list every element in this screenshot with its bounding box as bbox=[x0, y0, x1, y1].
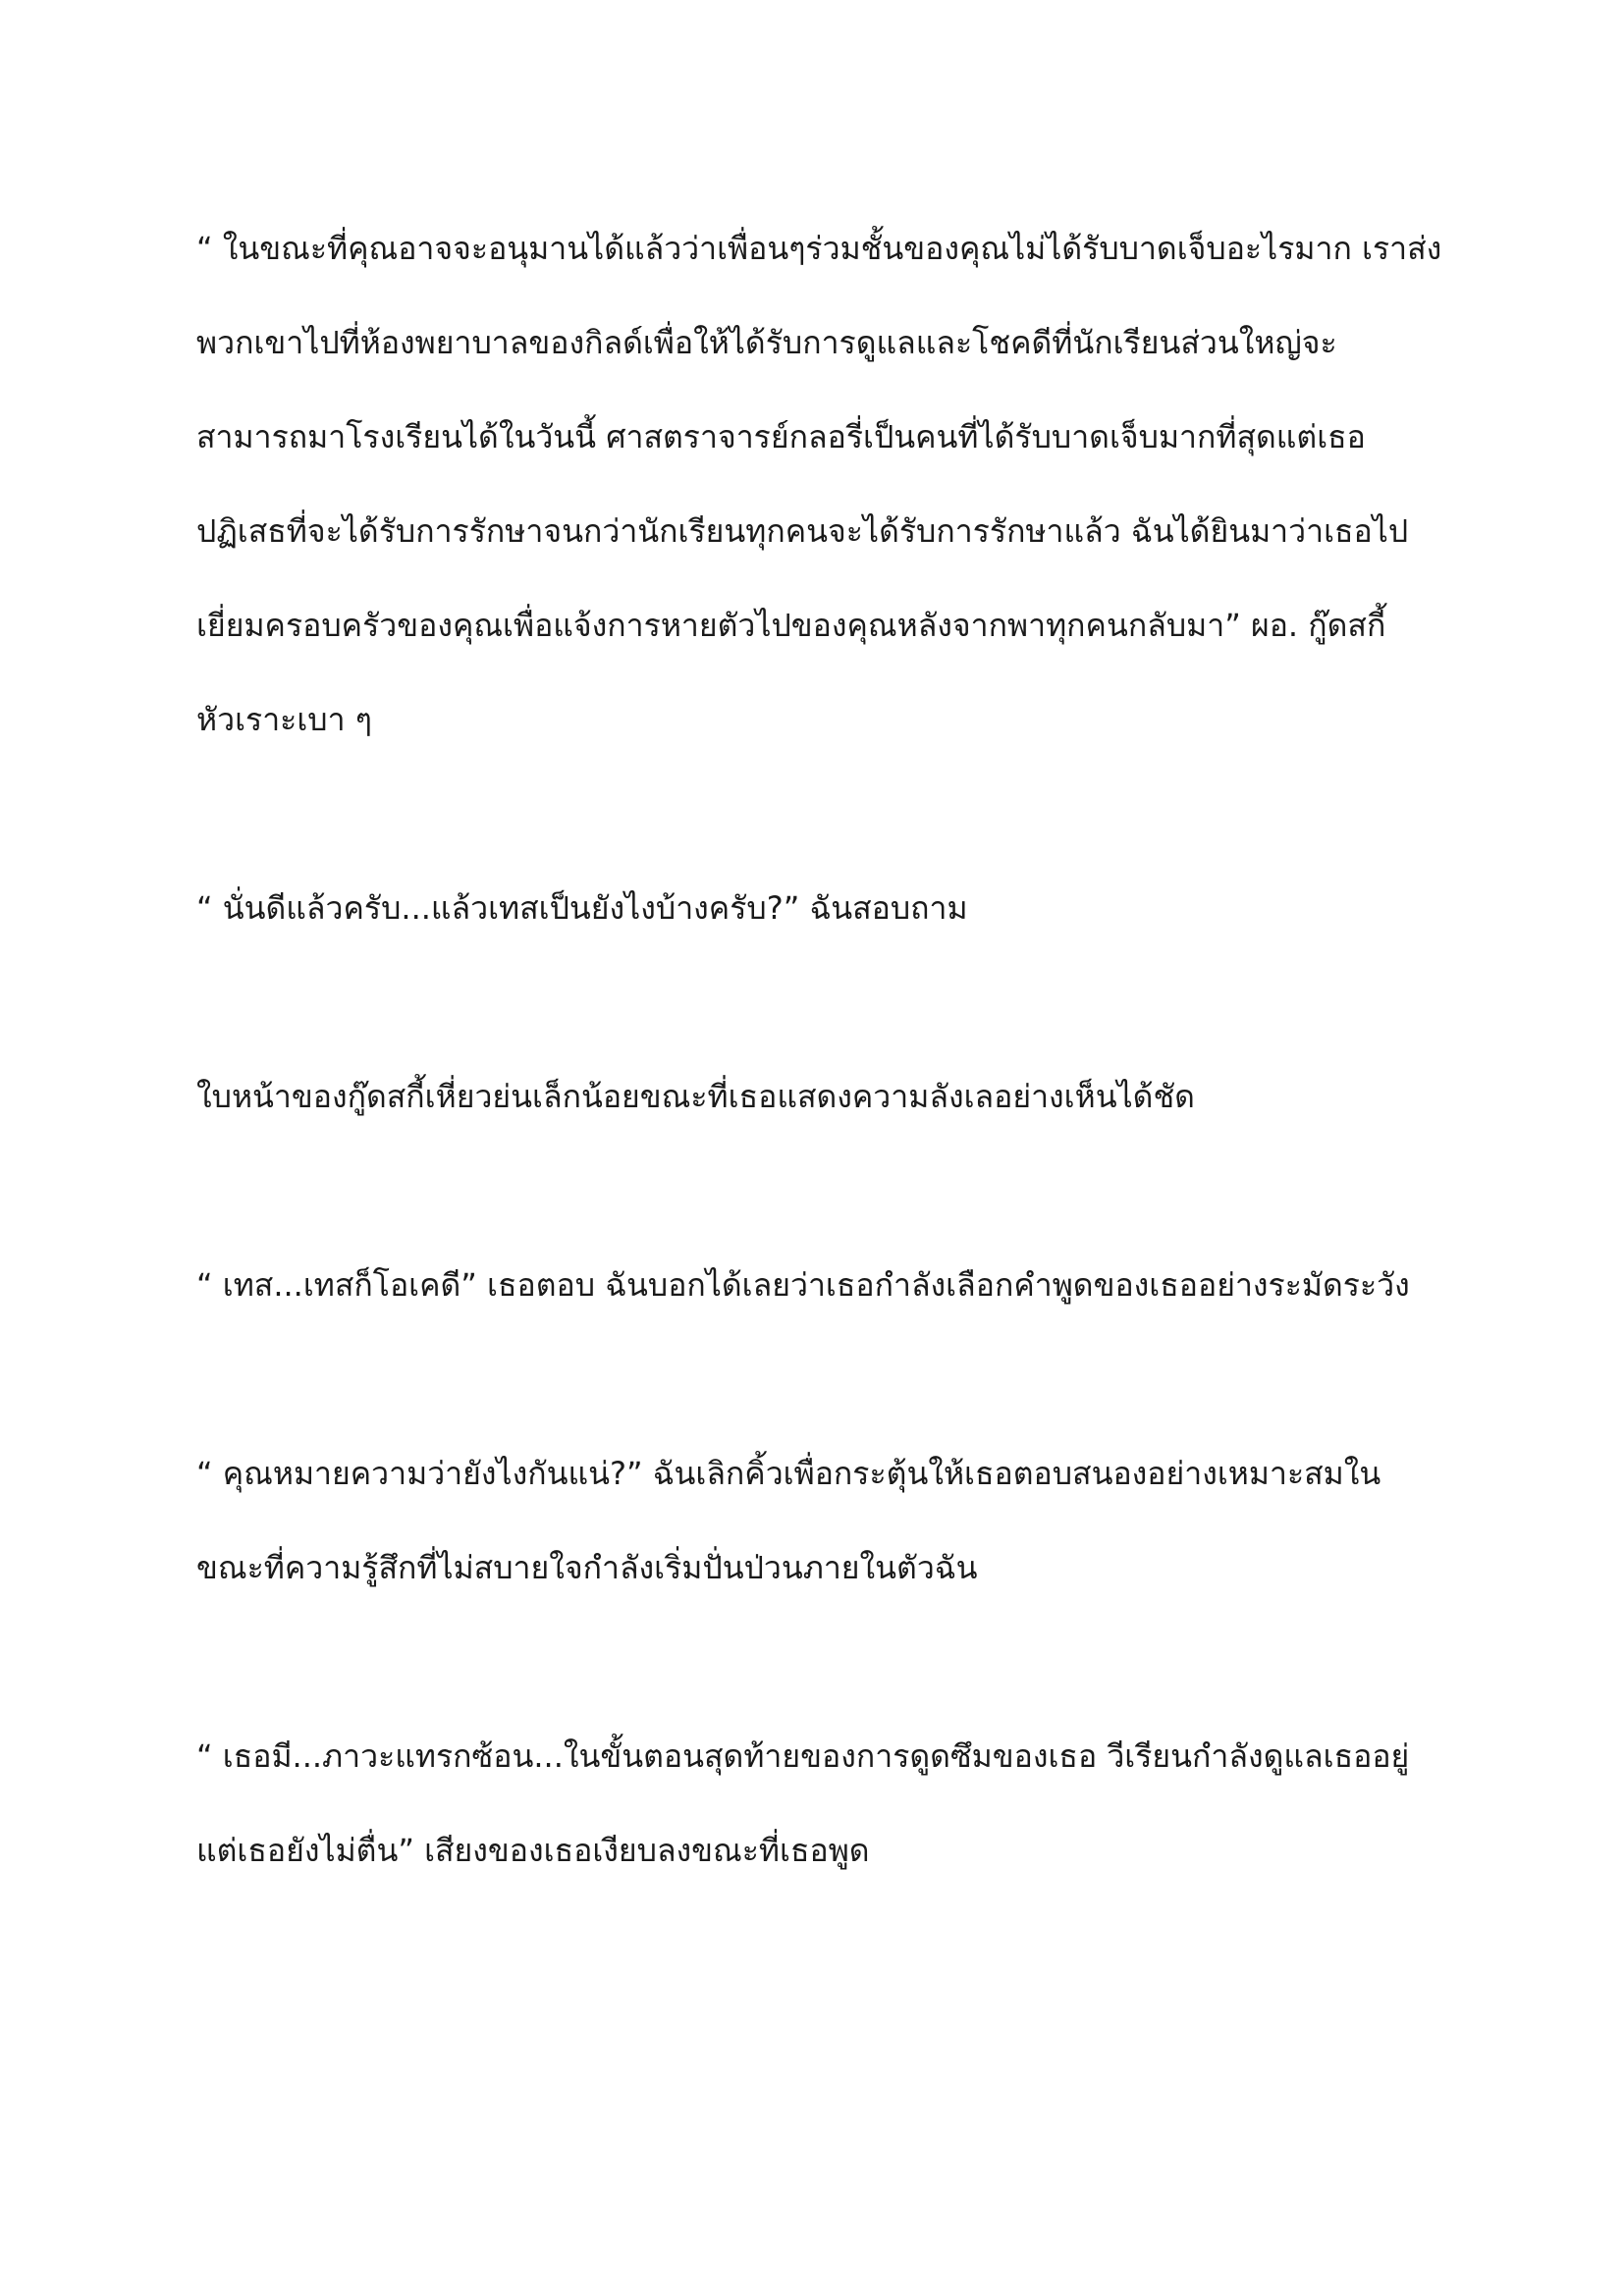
paragraph-goodsky-hesitation: ใบหน้าของกู๊ดสกี้เหี่ยวย่นเล็กน้อยขณะที่เธอแสดงความลังเลอย่างเห็นได้ชัด bbox=[196, 1078, 1195, 1115]
paragraph-headmistress-explanation: “ ในขณะที่คุณอาจจะอนุมานได้แล้วว่าเพื่อนๆร่วมชั้นของคุณไม่ได้รับบาดเจ็บอะไรมาก เราส่งพวกเขาไปที่ห้องพยาบาลของกิลด์เพื่อให้ได้รับการดูแลและโชคดีที่นักเรียนส่วนใหญ่จะสามารถมาโรงเรียนได้ในวันนี้ ศาสตราจารย์กลอรี่เป็นคนที่ได้รับบาดเจ็บมากที่สุดแต่เธอปฏิเสธที่จะได้รับการรักษาจนกว่านักเรียนทุกคนจะได้รับการรักษาแล้ว ฉันได้ยินมาว่าเธอไปเยี่ยมครอบครัวของคุณเพื่อแจ้งการหายตัวไปของคุณหลังจากพาทุกคนกลับมา” ผอ. กู๊ดสกี้ หัวเราะเบา ๆ bbox=[196, 230, 1442, 738]
paragraph-tess-is-okay: “ เทส...เทสก็โอเคดี” เธอตอบ ฉันบอกได้เลยว่าเธอกำลังเลือกคำพูดของเธออย่างระมัดระวัง bbox=[196, 1266, 1410, 1304]
paragraph-ask-about-tess: “ นั่นดีแล้วครับ...แล้วเทสเป็นยังไงบ้างครับ?” ฉันสอบถาม bbox=[196, 889, 968, 927]
paragraph-what-do-you-mean: “ คุณหมายความว่ายังไงกันแน่?” ฉันเลิกคิ้วเพื่อกระตุ้นให้เธอตอบสนองอย่างเหมาะสมในขณะที่ความรู้สึกที่ไม่สบายใจกำลังเริ่มปั่นป่วนภายในตัวฉัน bbox=[196, 1455, 1381, 1586]
paragraph-complications: “ เธอมี...ภาวะแทรกซ้อน...ในขั้นตอนสุดท้ายของการดูดซึมของเธอ วีเรียนกำลังดูแลเธออยู่แต่เธอยังไม่ตื่น” เสียงของเธอเงียบลงขณะที่เธอพูด bbox=[196, 1737, 1410, 1869]
document-body bbox=[196, 201, 1443, 1897]
